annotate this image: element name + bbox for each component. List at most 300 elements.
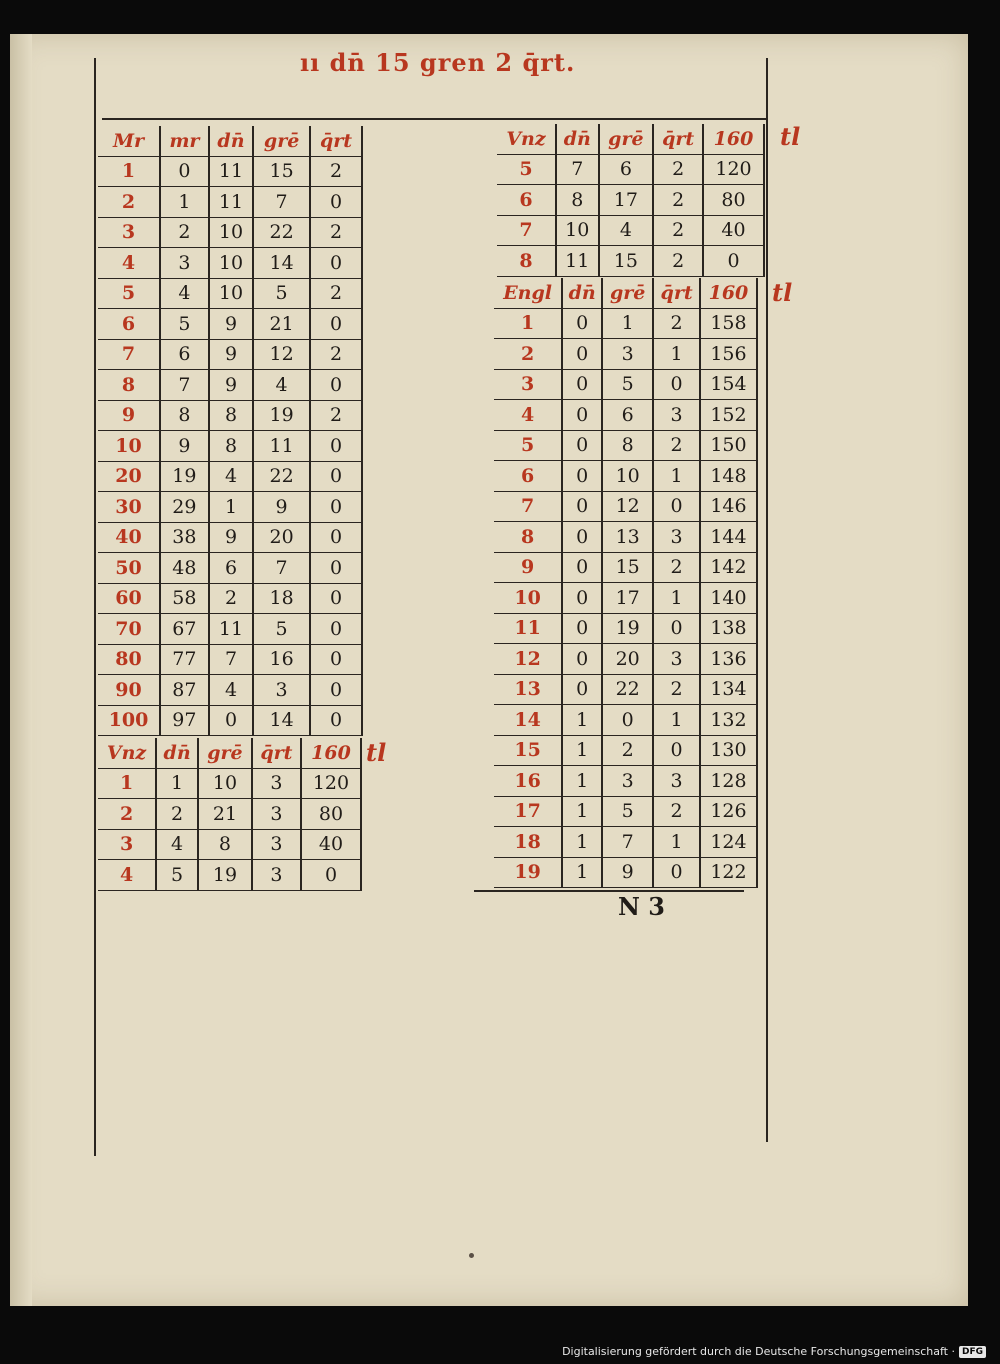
row-key-cell: 2 <box>98 187 160 218</box>
table-cell: 1 <box>562 735 602 766</box>
row-key-cell: 2 <box>494 339 562 370</box>
table-cell: 58 <box>160 583 209 614</box>
row-key-cell: 1 <box>98 156 160 187</box>
table-cell: 138 <box>700 613 757 644</box>
table-cell: 148 <box>700 461 757 492</box>
table-cell: 1 <box>156 768 198 799</box>
table-cell: 156 <box>700 339 757 370</box>
table-cell: 0 <box>310 248 362 279</box>
column-header: grē <box>602 278 653 308</box>
table-cell: 0 <box>310 614 362 645</box>
table-cell: 132 <box>700 705 757 736</box>
table-cell: 1 <box>653 705 700 736</box>
table-cell: 0 <box>653 857 700 888</box>
table-cell: 10 <box>209 248 253 279</box>
table-cell: 1 <box>653 461 700 492</box>
table-cell: 0 <box>562 552 602 583</box>
table-cell: 3 <box>160 248 209 279</box>
table-cell: 130 <box>700 735 757 766</box>
table-conversion-unz-2 <box>497 124 765 277</box>
table-cell: 0 <box>703 246 764 277</box>
table-cell: 1 <box>562 827 602 858</box>
table-cell: 0 <box>160 156 209 187</box>
table-cell: 0 <box>562 308 602 339</box>
table-cell: 2 <box>653 154 703 185</box>
table-cell: 134 <box>700 674 757 705</box>
table-cell: 120 <box>301 768 361 799</box>
table-row <box>98 217 362 248</box>
table-cell: 0 <box>310 705 362 736</box>
row-key-cell: 9 <box>494 552 562 583</box>
table-cell: 2 <box>160 217 209 248</box>
table-cell: 1 <box>562 796 602 827</box>
table-cell: 11 <box>253 431 310 462</box>
table-cell: 2 <box>653 430 700 461</box>
table-cell: 0 <box>562 430 602 461</box>
table-cell: 14 <box>253 705 310 736</box>
row-key-cell: 15 <box>494 735 562 766</box>
table-row <box>494 400 757 431</box>
table-row <box>494 613 757 644</box>
table-row <box>98 461 362 492</box>
row-key-cell: 7 <box>497 215 556 246</box>
table-row <box>98 829 361 860</box>
row-key-cell: 4 <box>98 248 160 279</box>
table-cell: 136 <box>700 644 757 675</box>
row-key-cell: 1 <box>98 768 156 799</box>
row-key-cell: 7 <box>98 339 160 370</box>
table-cell: 10 <box>198 768 252 799</box>
table-cell: 4 <box>599 215 654 246</box>
table-cell: 0 <box>301 860 361 891</box>
table-cell: 4 <box>156 829 198 860</box>
table-cell: 0 <box>310 461 362 492</box>
table-cell: 6 <box>160 339 209 370</box>
table-cell: 10 <box>556 215 599 246</box>
column-header: Engl <box>494 278 562 308</box>
table-row <box>98 553 362 584</box>
table-cell: 19 <box>253 400 310 431</box>
table-cell: 0 <box>562 491 602 522</box>
column-header: grē <box>253 126 310 156</box>
table-conversion-unz-1 <box>98 738 362 891</box>
table-cell: 9 <box>253 492 310 523</box>
table-cell: 3 <box>653 522 700 553</box>
table-cell: 7 <box>253 187 310 218</box>
table-row <box>98 431 362 462</box>
table-cell: 11 <box>209 187 253 218</box>
table-row <box>98 187 362 218</box>
table-cell: 158 <box>700 308 757 339</box>
table-row <box>494 705 757 736</box>
table-cell: 48 <box>160 553 209 584</box>
table-cell: 9 <box>209 370 253 401</box>
table-header-row <box>98 738 361 768</box>
page-heading: ıı dn̄ 15 gren 2 q̄rt. <box>300 48 576 77</box>
table-cell: 17 <box>602 583 653 614</box>
table-row <box>98 522 362 553</box>
column-header: 160 <box>700 278 757 308</box>
table-cell: 152 <box>700 400 757 431</box>
table-row <box>98 309 362 340</box>
table-cell: 2 <box>602 735 653 766</box>
table-cell: 154 <box>700 369 757 400</box>
column-header: Mr <box>98 126 160 156</box>
table-cell: 5 <box>602 796 653 827</box>
row-key-cell: 2 <box>98 799 156 830</box>
column-header: q̄rt <box>310 126 362 156</box>
table-cell: 17 <box>599 185 654 216</box>
table-row <box>494 827 757 858</box>
table-cell: 0 <box>310 370 362 401</box>
column-header: q̄rt <box>252 738 301 768</box>
row-key-cell: 18 <box>494 827 562 858</box>
table-cell: 16 <box>253 644 310 675</box>
row-key-cell: 4 <box>98 860 156 891</box>
table-cell: 3 <box>602 339 653 370</box>
table-cell: 15 <box>599 246 654 277</box>
table-b-suffix: tl <box>366 738 387 767</box>
table-cell: 21 <box>198 799 252 830</box>
table-cell: 6 <box>599 154 654 185</box>
table-row <box>98 705 362 736</box>
table-row <box>494 735 757 766</box>
row-key-cell: 12 <box>494 644 562 675</box>
table-row <box>494 491 757 522</box>
table-cell: 7 <box>209 644 253 675</box>
table-cell: 140 <box>700 583 757 614</box>
table-cell: 7 <box>160 370 209 401</box>
table-d-bottom-rule <box>474 890 744 892</box>
table-row <box>497 154 764 185</box>
row-key-cell: 16 <box>494 766 562 797</box>
table-cell: 15 <box>253 156 310 187</box>
table-cell: 8 <box>556 185 599 216</box>
table-row <box>98 492 362 523</box>
table-cell: 3 <box>653 766 700 797</box>
table-cell: 9 <box>209 309 253 340</box>
header-underline <box>102 118 766 120</box>
table-cell: 2 <box>653 796 700 827</box>
table-cell: 2 <box>653 185 703 216</box>
table-cell: 6 <box>209 553 253 584</box>
column-header: grē <box>599 124 654 154</box>
table-row <box>494 644 757 675</box>
table-cell: 0 <box>310 492 362 523</box>
page-dot <box>469 1253 474 1258</box>
table-cell: 8 <box>160 400 209 431</box>
column-header: grē <box>198 738 252 768</box>
table-row <box>494 552 757 583</box>
table-cell: 8 <box>602 430 653 461</box>
table-cell: 124 <box>700 827 757 858</box>
row-key-cell: 60 <box>98 583 160 614</box>
table-cell: 22 <box>253 217 310 248</box>
row-key-cell: 11 <box>494 613 562 644</box>
table-cell: 2 <box>653 674 700 705</box>
table-cell: 7 <box>253 553 310 584</box>
table-cell: 1 <box>562 857 602 888</box>
table-cell: 0 <box>310 553 362 584</box>
table-cell: 2 <box>653 308 700 339</box>
table-cell: 0 <box>310 431 362 462</box>
footer-credit <box>562 1345 986 1358</box>
footer-text: Digitalisierung gefördert durch die Deutsche Forschungsgemeinschaft · <box>562 1345 955 1358</box>
table-cell: 8 <box>198 829 252 860</box>
row-key-cell: 3 <box>98 829 156 860</box>
table-cell: 8 <box>209 431 253 462</box>
table-cell: 9 <box>209 522 253 553</box>
right-margin-rule <box>766 58 768 1142</box>
table-cell: 0 <box>562 674 602 705</box>
row-key-cell: 8 <box>98 370 160 401</box>
table-cell: 0 <box>562 339 602 370</box>
table-cell: 1 <box>562 766 602 797</box>
table-cell: 0 <box>562 369 602 400</box>
row-key-cell: 40 <box>98 522 160 553</box>
table-cell: 22 <box>602 674 653 705</box>
table-cell: 10 <box>209 278 253 309</box>
row-key-cell: 6 <box>98 309 160 340</box>
table-row <box>497 185 764 216</box>
table-cell: 20 <box>602 644 653 675</box>
column-header: dn̄ <box>209 126 253 156</box>
row-key-cell: 17 <box>494 796 562 827</box>
table-row <box>494 857 757 888</box>
column-header: mr <box>160 126 209 156</box>
table-header-row <box>497 124 764 154</box>
row-key-cell: 70 <box>98 614 160 645</box>
table-row <box>98 675 362 706</box>
table-cell: 19 <box>198 860 252 891</box>
table-cell: 0 <box>562 461 602 492</box>
row-key-cell: 3 <box>98 217 160 248</box>
row-key-cell: 3 <box>494 369 562 400</box>
table-cell: 2 <box>310 217 362 248</box>
table-cell: 0 <box>653 369 700 400</box>
table-cell: 80 <box>301 799 361 830</box>
row-key-cell: 9 <box>98 400 160 431</box>
table-row <box>98 583 362 614</box>
table-row <box>497 246 764 277</box>
table-cell: 0 <box>310 675 362 706</box>
row-key-cell: 1 <box>494 308 562 339</box>
table-cell: 1 <box>602 308 653 339</box>
table-cell: 18 <box>253 583 310 614</box>
row-key-cell: 80 <box>98 644 160 675</box>
table-cell: 10 <box>602 461 653 492</box>
table-cell: 6 <box>602 400 653 431</box>
table-cell: 77 <box>160 644 209 675</box>
row-key-cell: 6 <box>497 185 556 216</box>
row-key-cell: 6 <box>494 461 562 492</box>
table-cell: 3 <box>252 860 301 891</box>
table-row <box>98 860 361 891</box>
table-cell: 0 <box>562 644 602 675</box>
table-cell: 2 <box>310 156 362 187</box>
table-cell: 5 <box>160 309 209 340</box>
column-header: q̄rt <box>653 278 700 308</box>
table-cell: 11 <box>209 156 253 187</box>
table-row <box>98 644 362 675</box>
table-cell: 8 <box>209 400 253 431</box>
table-row <box>494 369 757 400</box>
table-cell: 29 <box>160 492 209 523</box>
table-cell: 5 <box>253 614 310 645</box>
table-cell: 142 <box>700 552 757 583</box>
row-key-cell: 30 <box>98 492 160 523</box>
table-cell: 4 <box>209 461 253 492</box>
table-cell: 0 <box>310 583 362 614</box>
signature-mark: N 3 <box>618 892 665 921</box>
table-cell: 2 <box>209 583 253 614</box>
table-cell: 0 <box>562 400 602 431</box>
dfg-logo: DFG <box>959 1346 986 1358</box>
table-row <box>494 522 757 553</box>
table-cell: 146 <box>700 491 757 522</box>
row-key-cell: 90 <box>98 675 160 706</box>
table-row <box>98 400 362 431</box>
table-cell: 126 <box>700 796 757 827</box>
table-cell: 2 <box>156 799 198 830</box>
table-cell: 12 <box>253 339 310 370</box>
row-key-cell: 19 <box>494 857 562 888</box>
table-cell: 5 <box>156 860 198 891</box>
row-key-cell: 7 <box>494 491 562 522</box>
table-row <box>98 614 362 645</box>
column-header: dn̄ <box>562 278 602 308</box>
table-cell: 0 <box>562 613 602 644</box>
table-cell: 22 <box>253 461 310 492</box>
table-cell: 3 <box>252 799 301 830</box>
table-row <box>494 674 757 705</box>
row-key-cell: 10 <box>98 431 160 462</box>
table-row <box>494 430 757 461</box>
table-cell: 80 <box>703 185 764 216</box>
table-cell: 40 <box>703 215 764 246</box>
column-header: dn̄ <box>156 738 198 768</box>
row-key-cell: 5 <box>497 154 556 185</box>
table-row <box>98 339 362 370</box>
page-gutter <box>10 34 32 1306</box>
table-row <box>98 156 362 187</box>
table-cell: 0 <box>562 583 602 614</box>
table-row <box>494 461 757 492</box>
table-cell: 0 <box>310 522 362 553</box>
column-header: Vnz <box>497 124 556 154</box>
table-conversion-engl <box>494 278 758 888</box>
table-cell: 0 <box>602 705 653 736</box>
table-cell: 0 <box>653 491 700 522</box>
table-cell: 10 <box>209 217 253 248</box>
table-row <box>494 766 757 797</box>
row-key-cell: 100 <box>98 705 160 736</box>
table-cell: 1 <box>562 705 602 736</box>
table-cell: 11 <box>209 614 253 645</box>
table-row <box>494 796 757 827</box>
table-row <box>98 799 361 830</box>
table-cell: 1 <box>160 187 209 218</box>
table-cell: 13 <box>602 522 653 553</box>
table-cell: 0 <box>653 735 700 766</box>
table-cell: 97 <box>160 705 209 736</box>
table-conversion-mr <box>98 126 363 736</box>
column-header: 160 <box>301 738 361 768</box>
table-cell: 2 <box>310 339 362 370</box>
table-cell: 14 <box>253 248 310 279</box>
row-key-cell: 4 <box>494 400 562 431</box>
table-d-suffix: tl <box>772 278 793 307</box>
table-cell: 7 <box>556 154 599 185</box>
table-cell: 20 <box>253 522 310 553</box>
table-cell: 0 <box>310 187 362 218</box>
table-cell: 0 <box>653 613 700 644</box>
table-row <box>494 308 757 339</box>
table-c-suffix: tl <box>780 122 801 151</box>
table-cell: 5 <box>602 369 653 400</box>
row-key-cell: 5 <box>494 430 562 461</box>
table-header-row <box>494 278 757 308</box>
table-row <box>98 278 362 309</box>
table-cell: 40 <box>301 829 361 860</box>
table-cell: 0 <box>310 309 362 340</box>
column-header: q̄rt <box>653 124 703 154</box>
table-cell: 2 <box>653 246 703 277</box>
table-cell: 4 <box>209 675 253 706</box>
table-cell: 150 <box>700 430 757 461</box>
table-cell: 4 <box>253 370 310 401</box>
table-cell: 19 <box>602 613 653 644</box>
table-cell: 0 <box>209 705 253 736</box>
table-cell: 19 <box>160 461 209 492</box>
table-cell: 67 <box>160 614 209 645</box>
table-cell: 9 <box>160 431 209 462</box>
table-cell: 2 <box>653 552 700 583</box>
table-row <box>98 248 362 279</box>
table-cell: 2 <box>310 278 362 309</box>
table-row <box>494 583 757 614</box>
table-header-row <box>98 126 362 156</box>
table-cell: 122 <box>700 857 757 888</box>
table-row <box>98 370 362 401</box>
table-cell: 2 <box>653 215 703 246</box>
row-key-cell: 5 <box>98 278 160 309</box>
left-margin-rule <box>94 58 96 1156</box>
table-cell: 3 <box>252 768 301 799</box>
table-cell: 3 <box>653 644 700 675</box>
table-cell: 11 <box>556 246 599 277</box>
row-key-cell: 50 <box>98 553 160 584</box>
table-cell: 128 <box>700 766 757 797</box>
table-cell: 3 <box>602 766 653 797</box>
table-cell: 1 <box>653 583 700 614</box>
table-cell: 12 <box>602 491 653 522</box>
table-row <box>497 215 764 246</box>
table-cell: 1 <box>653 339 700 370</box>
table-cell: 3 <box>653 400 700 431</box>
table-cell: 144 <box>700 522 757 553</box>
table-cell: 5 <box>253 278 310 309</box>
column-header: 160 <box>703 124 764 154</box>
row-key-cell: 13 <box>494 674 562 705</box>
table-cell: 15 <box>602 552 653 583</box>
table-cell: 3 <box>253 675 310 706</box>
table-cell: 21 <box>253 309 310 340</box>
table-cell: 4 <box>160 278 209 309</box>
row-key-cell: 8 <box>497 246 556 277</box>
table-cell: 9 <box>209 339 253 370</box>
table-cell: 9 <box>602 857 653 888</box>
